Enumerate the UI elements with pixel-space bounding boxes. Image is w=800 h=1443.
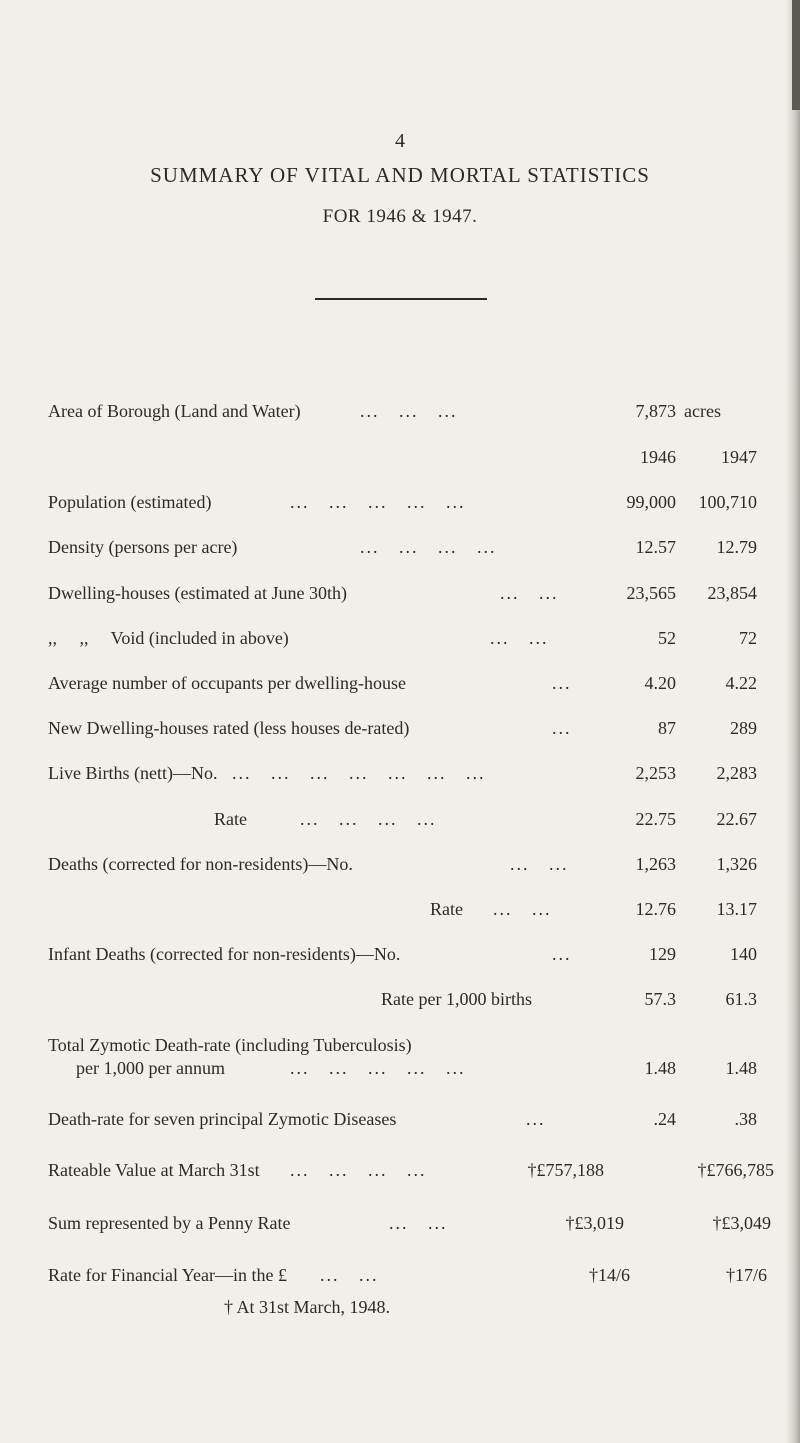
table-row [0,806,800,832]
leader-dots: ... ... ... ... [360,537,497,557]
table-row [0,1210,800,1236]
table-row [0,489,800,515]
value-1947: 1.48 [725,1058,757,1078]
table-row [0,760,800,786]
value-1946: 87 [658,718,676,738]
footnote-row [0,1294,800,1320]
value-1946: †£3,019 [565,1213,624,1233]
area-value: 7,873 [635,401,676,421]
leader-dots: ... [526,1109,546,1129]
value-1946: 1,263 [635,854,676,874]
header-1946: 1946 [640,447,676,467]
value-1946: 57.3 [644,989,676,1009]
header-1947: 1947 [721,447,757,467]
row-label: New Dwelling-houses rated (less houses de-rated) [48,718,410,738]
table-row [0,534,800,560]
leader-dots: ... ... [500,583,559,603]
value-1946: 22.75 [635,809,676,829]
row-label: Rate [430,899,463,919]
title-rule [315,298,487,300]
leader-dots: ... ... [493,899,552,919]
leader-dots: ... [552,944,572,964]
value-1946: .24 [653,1109,676,1129]
table-row-continuation [0,1055,800,1081]
leader-dots: ... ... [320,1265,379,1285]
area-label: Area of Borough (Land and Water) [48,401,301,421]
value-1946: 99,000 [626,492,676,512]
leader-dots: ... [552,718,572,738]
leader-dots: ... ... ... ... ... [290,1058,466,1078]
row-label: Death-rate for seven principal Zymotic Diseases [48,1109,397,1129]
leader-dots: ... ... ... [360,401,458,421]
leader-dots: ... ... ... ... ... ... ... [232,763,486,783]
row-label: Density (persons per acre) [48,537,238,557]
page-subtitle: FOR 1946 & 1947. [322,206,478,227]
row-label: Total Zymotic Death-rate (including Tuberculosis) [48,1035,412,1055]
footnote: † At 31st March, 1948. [224,1297,390,1317]
page-title: SUMMARY OF VITAL AND MORTAL STATISTICS [150,163,650,187]
row-label: Average number of occupants per dwelling-house [48,673,407,693]
value-1946: 12.57 [635,537,676,557]
table-row [0,670,800,696]
value-1947: 1,326 [716,854,757,874]
value-1947: 72 [739,628,757,648]
row-label: Deaths (corrected for non-residents)—No. [48,854,353,874]
value-1947: 2,283 [716,763,757,783]
row-label: Rate per 1,000 births [381,989,532,1009]
row-label: Rate [214,809,247,829]
row-label: Population (estimated) [48,492,212,512]
table-row [0,896,800,922]
table-row [0,580,800,606]
value-1947: †£766,785 [697,1160,774,1180]
table-row [0,1157,800,1183]
row-label: Live Births (nett)—No. [48,763,218,783]
value-1947: 61.3 [725,989,757,1009]
table-row [0,625,800,651]
row-label: Rate for Financial Year—in the £ [48,1265,287,1285]
table-row [0,1262,800,1288]
value-1947: 22.67 [716,809,757,829]
area-unit: acres [684,401,721,421]
table-row [0,986,800,1012]
leader-dots: ... ... ... ... [300,809,437,829]
value-1947: 289 [730,718,757,738]
value-1947: †£3,049 [712,1213,771,1233]
value-1946: †£757,188 [527,1160,604,1180]
area-row [0,398,800,424]
leader-dots: ... ... [490,628,549,648]
leader-dots: ... [552,673,572,693]
row-label: Sum represented by a Penny Rate [48,1213,291,1233]
leader-dots: ... ... [510,854,569,874]
leader-dots: ... ... ... ... ... [290,492,466,512]
value-1946: 4.20 [644,673,676,693]
value-1946: †14/6 [588,1265,630,1285]
value-1946: 129 [649,944,676,964]
row-label: Rateable Value at March 31st [48,1160,260,1180]
value-1946: 12.76 [635,899,676,919]
year-header-row [0,444,800,470]
value-1946: 52 [658,628,676,648]
leader-dots: ... ... [389,1213,448,1233]
value-1947: 4.22 [725,673,757,693]
table-row [0,941,800,967]
value-1947: †17/6 [725,1265,767,1285]
table-row [0,715,800,741]
value-1947: .38 [734,1109,757,1129]
leader-dots: ... ... ... ... [290,1160,427,1180]
row-label-continuation: per 1,000 per annum [76,1058,225,1078]
value-1947: 100,710 [698,492,757,512]
value-1947: 13.17 [716,899,757,919]
row-label: ,, ,, Void (included in above) [48,628,289,648]
value-1947: 23,854 [707,583,757,603]
binding-edge [792,0,800,110]
value-1946: 2,253 [635,763,676,783]
value-1947: 12.79 [716,537,757,557]
value-1946: 1.48 [644,1058,676,1078]
table-row [0,851,800,877]
page-number: 4 [395,130,405,152]
value-1946: 23,565 [626,583,676,603]
row-label: Infant Deaths (corrected for non-residents)—No. [48,944,401,964]
table-row [0,1106,800,1132]
value-1947: 140 [730,944,757,964]
row-label: Dwelling-houses (estimated at June 30th) [48,583,347,603]
